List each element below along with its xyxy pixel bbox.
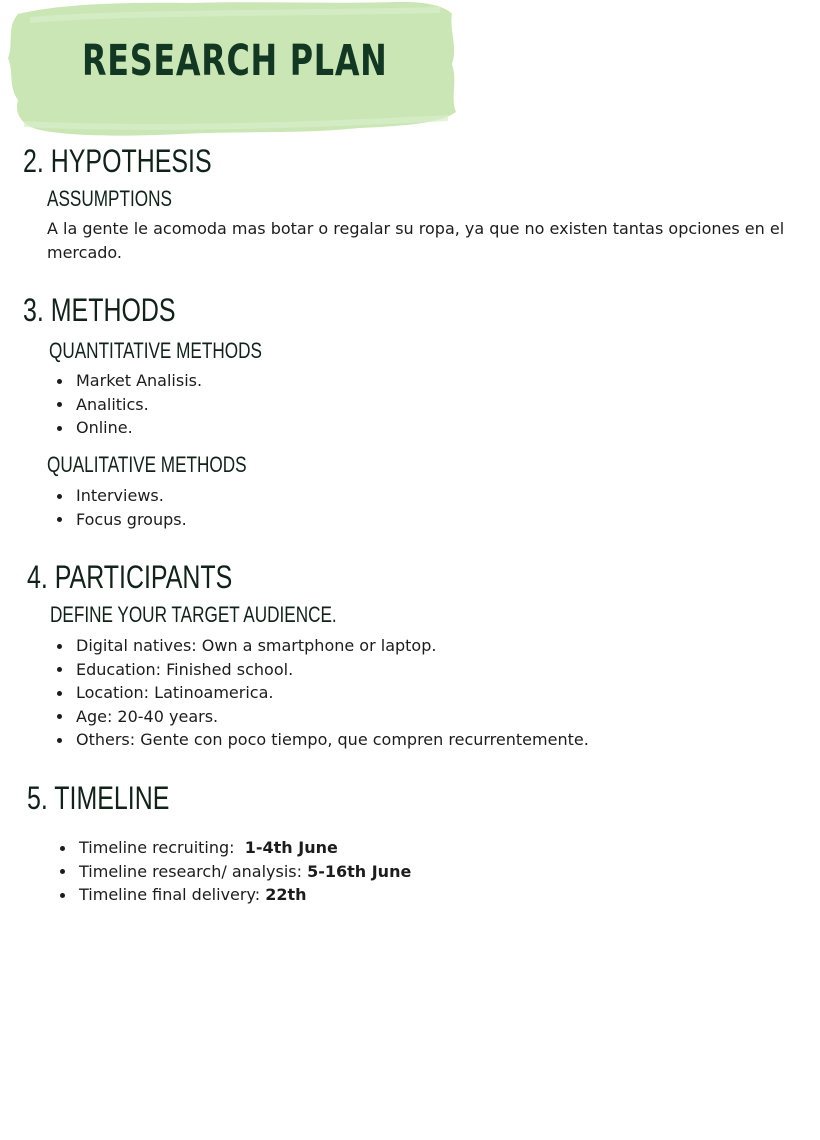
list-item: Age: 20-40 years. (47, 705, 589, 729)
timeline-label: Timeline final delivery: (79, 885, 266, 904)
list-item: Education: Finished school. (47, 658, 589, 682)
timeline-value: 22th (265, 885, 307, 904)
subheading-target-audience: DEFINE YOUR TARGET AUDIENCE. (50, 602, 337, 627)
list-item: Location: Latinoamerica. (47, 681, 589, 705)
timeline-label: Timeline recruiting: (79, 838, 245, 857)
subheading-assumptions: ASSUMPTIONS (47, 186, 172, 211)
section-heading-participants: 4. PARTICIPANTS (27, 559, 233, 595)
subheading-quantitative-methods: QUANTITATIVE METHODS (49, 338, 262, 363)
timeline-item-research (50, 860, 411, 884)
timeline-list (50, 836, 411, 907)
section-heading-hypothesis: 2. HYPOTHESIS (23, 143, 212, 179)
timeline-label: Timeline research/ analysis: (79, 861, 308, 881)
page-title: RESEARCH PLAN (82, 36, 388, 86)
section-heading-timeline: 5. TIMELINE (27, 780, 170, 816)
subheading-qualitative-methods: QUALITATIVE METHODS (47, 452, 247, 477)
list-item: Market Analisis. (47, 369, 202, 393)
list-item: Analitics. (47, 393, 202, 417)
list-item: Others: Gente con poco tiempo, que compren recurrentemente. (47, 728, 589, 752)
list-item: Interviews. (47, 484, 187, 508)
list-item: Focus groups. (47, 508, 187, 532)
timeline-value: 1-4th June (244, 838, 338, 857)
qualitative-methods-list (47, 484, 187, 531)
timeline-item-delivery (50, 883, 411, 907)
list-item: Online. (47, 416, 202, 440)
participants-list (47, 634, 589, 752)
timeline-item-recruiting (50, 836, 411, 860)
section-heading-methods: 3. METHODS (23, 292, 176, 328)
hypothesis-text: A la gente le acomoda mas botar o regalar su ropa, ya que no existen tantas opciones en el mercado. (47, 219, 785, 262)
list-item: Digital natives: Own a smartphone or laptop. (47, 634, 589, 658)
timeline-value: 5-16th June (307, 861, 412, 881)
quantitative-methods-list (47, 369, 202, 440)
